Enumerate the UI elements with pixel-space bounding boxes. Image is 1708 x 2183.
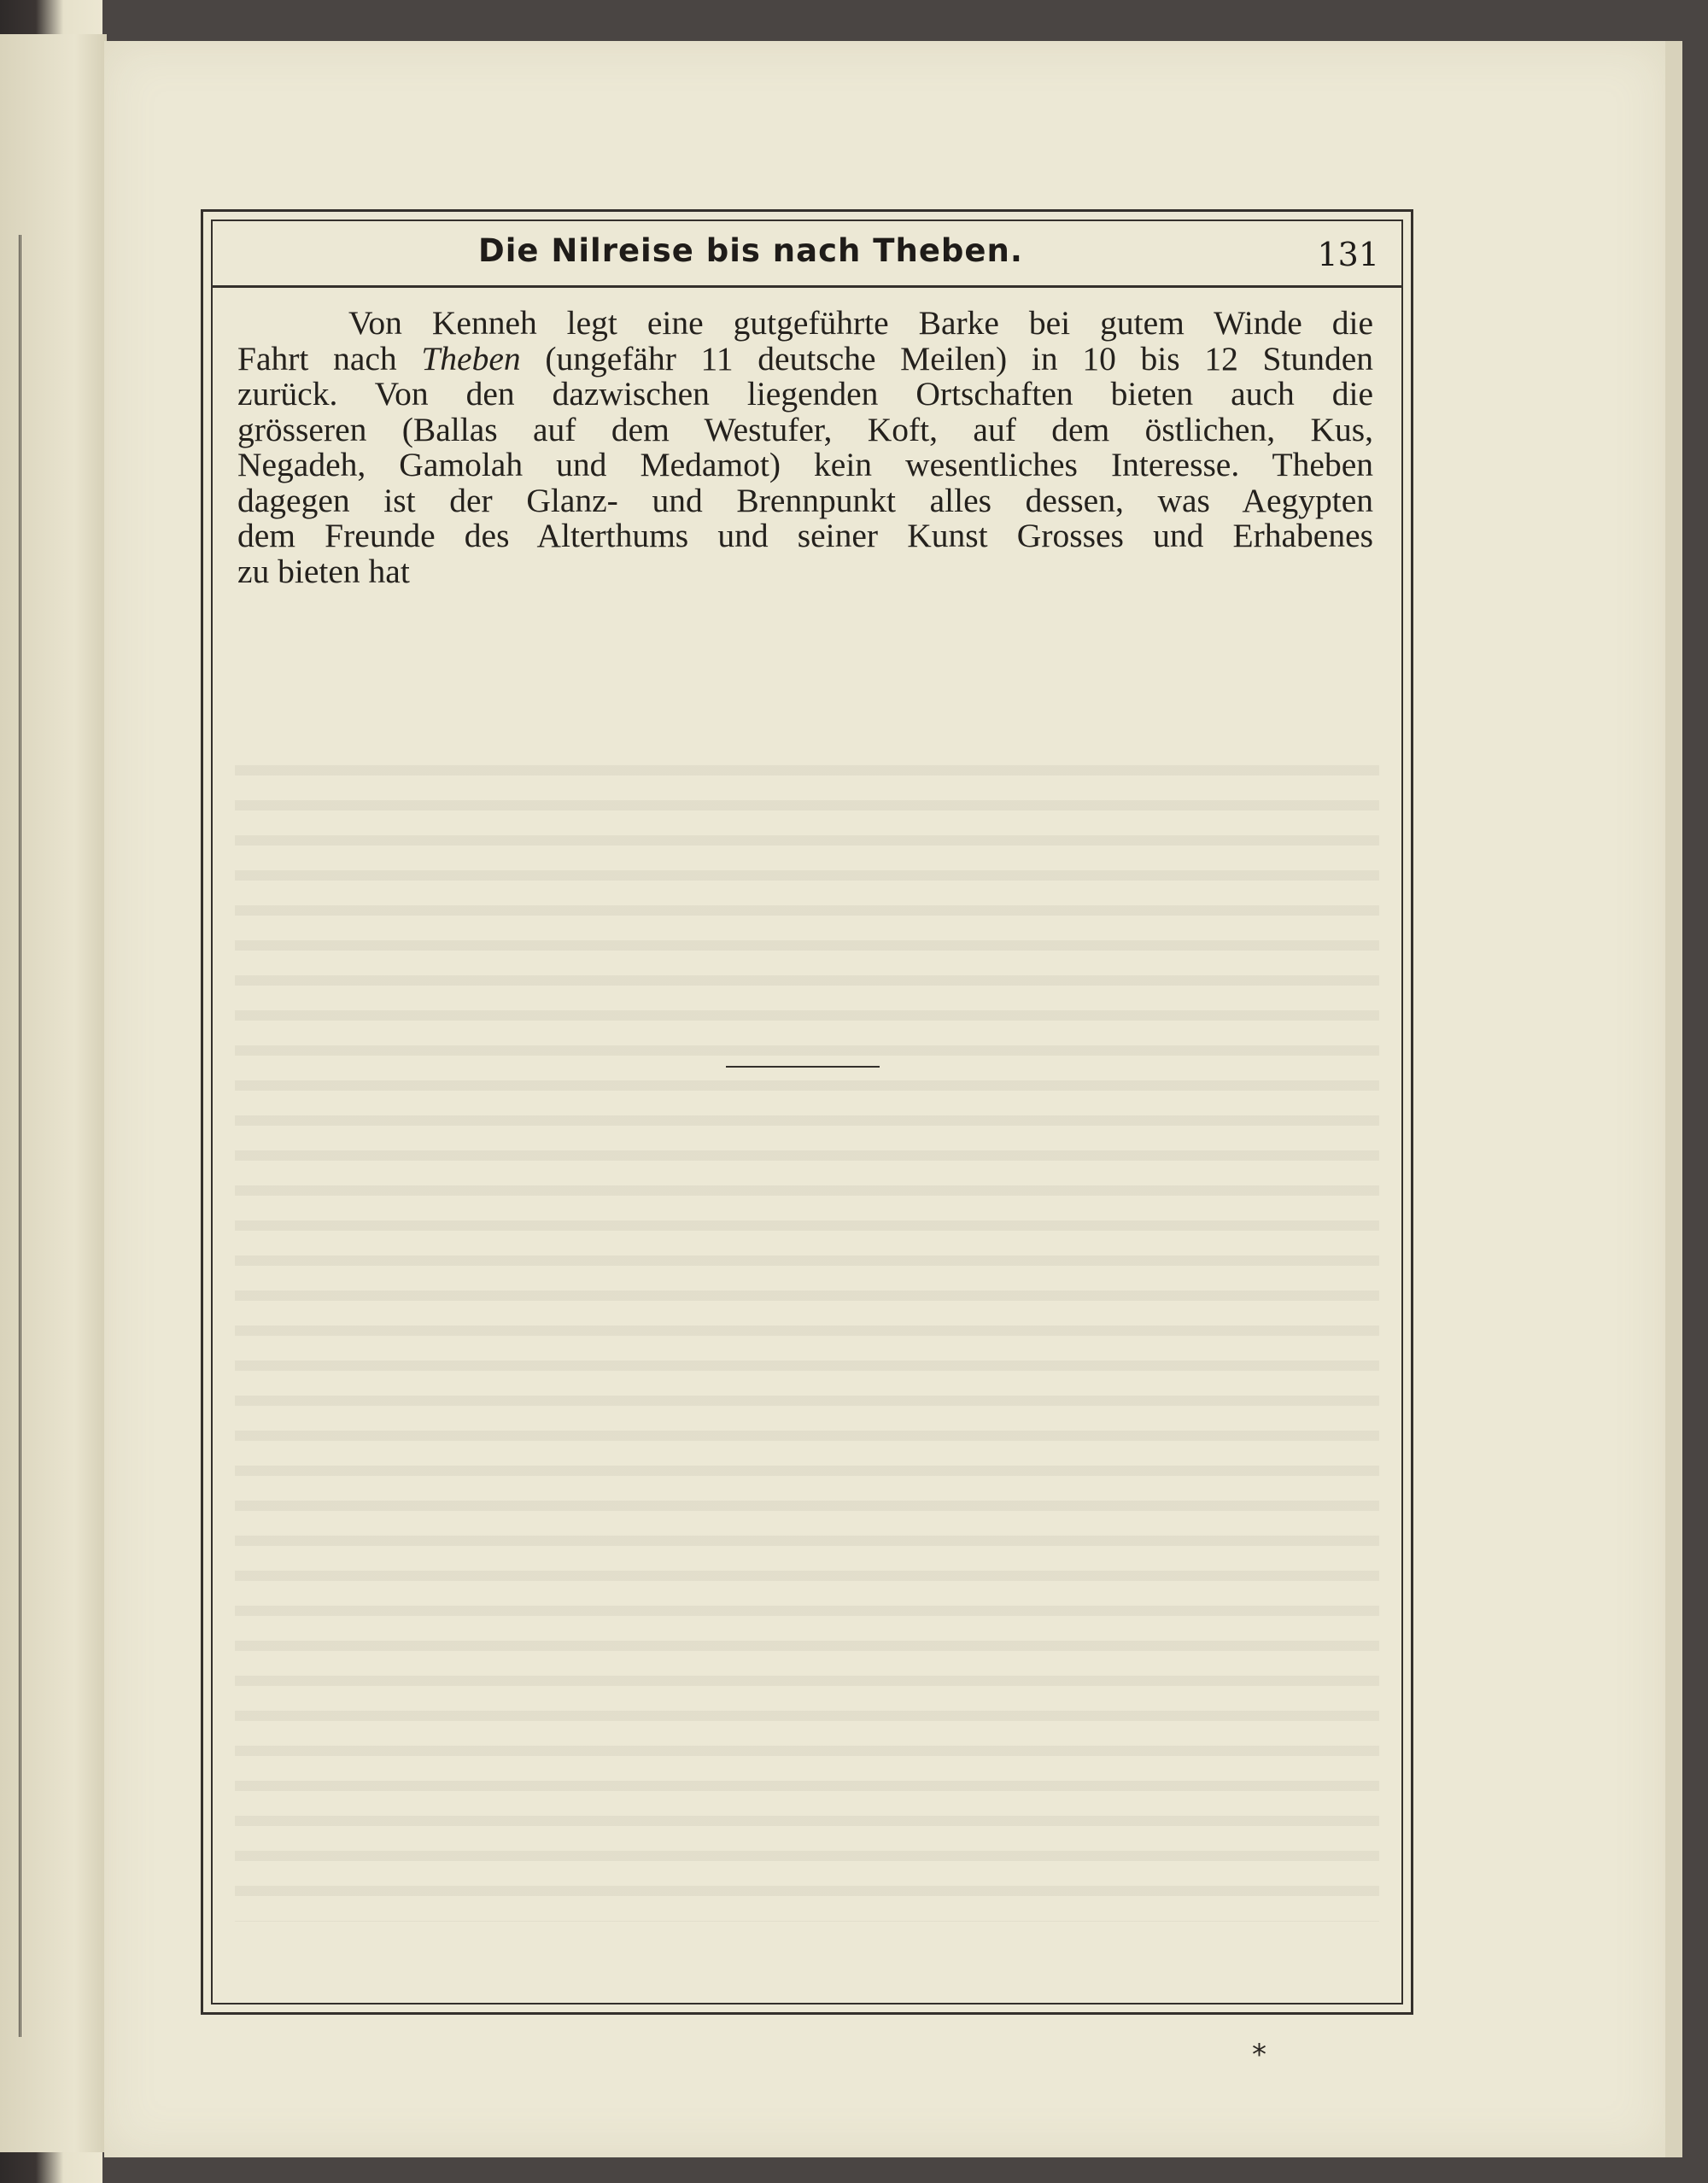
- text-line: dem Freunde des Alterthums und seiner Kunst Grosses und Erhabenes: [237, 517, 1373, 554]
- running-title: Die Nilreise bis nach Theben.: [478, 232, 1023, 269]
- text-fragment: Fahrt nach: [237, 339, 422, 377]
- page-number: 131: [1317, 236, 1379, 273]
- text-line: dagegen ist der Glanz- und Brennpunkt alles dessen, was Aegypten: [237, 481, 1373, 519]
- text-fragment: (ungefähr 11 deutsche Meilen) in 10 bis 12 Stunden: [520, 339, 1373, 377]
- section-divider: [726, 1066, 880, 1068]
- text-line: Negadeh, Gamolah und Medamot) kein wesentliches Interesse. Theben: [237, 446, 1373, 483]
- facing-page-frame: [0, 235, 21, 2037]
- text-line: grösseren (Ballas auf dem Westufer, Koft, auf dem östlichen, Kus,: [237, 410, 1373, 448]
- body-paragraph: [237, 306, 1373, 589]
- page-edge: [1665, 41, 1682, 2157]
- text-line: zu bieten hat: [237, 552, 410, 590]
- header-rule: [211, 285, 1403, 288]
- text-line: Von Kenneh legt eine gutgeführte Barke bei gutem Winde die: [348, 304, 1373, 342]
- text-line: zurück. Von den dazwischen liegenden Ortschaften bieten auch die: [237, 375, 1373, 413]
- facing-page-edge: [0, 34, 107, 2152]
- place-name-italic: Theben: [421, 339, 521, 377]
- signature-mark: *: [1252, 2038, 1266, 2072]
- text-line: [237, 339, 1373, 377]
